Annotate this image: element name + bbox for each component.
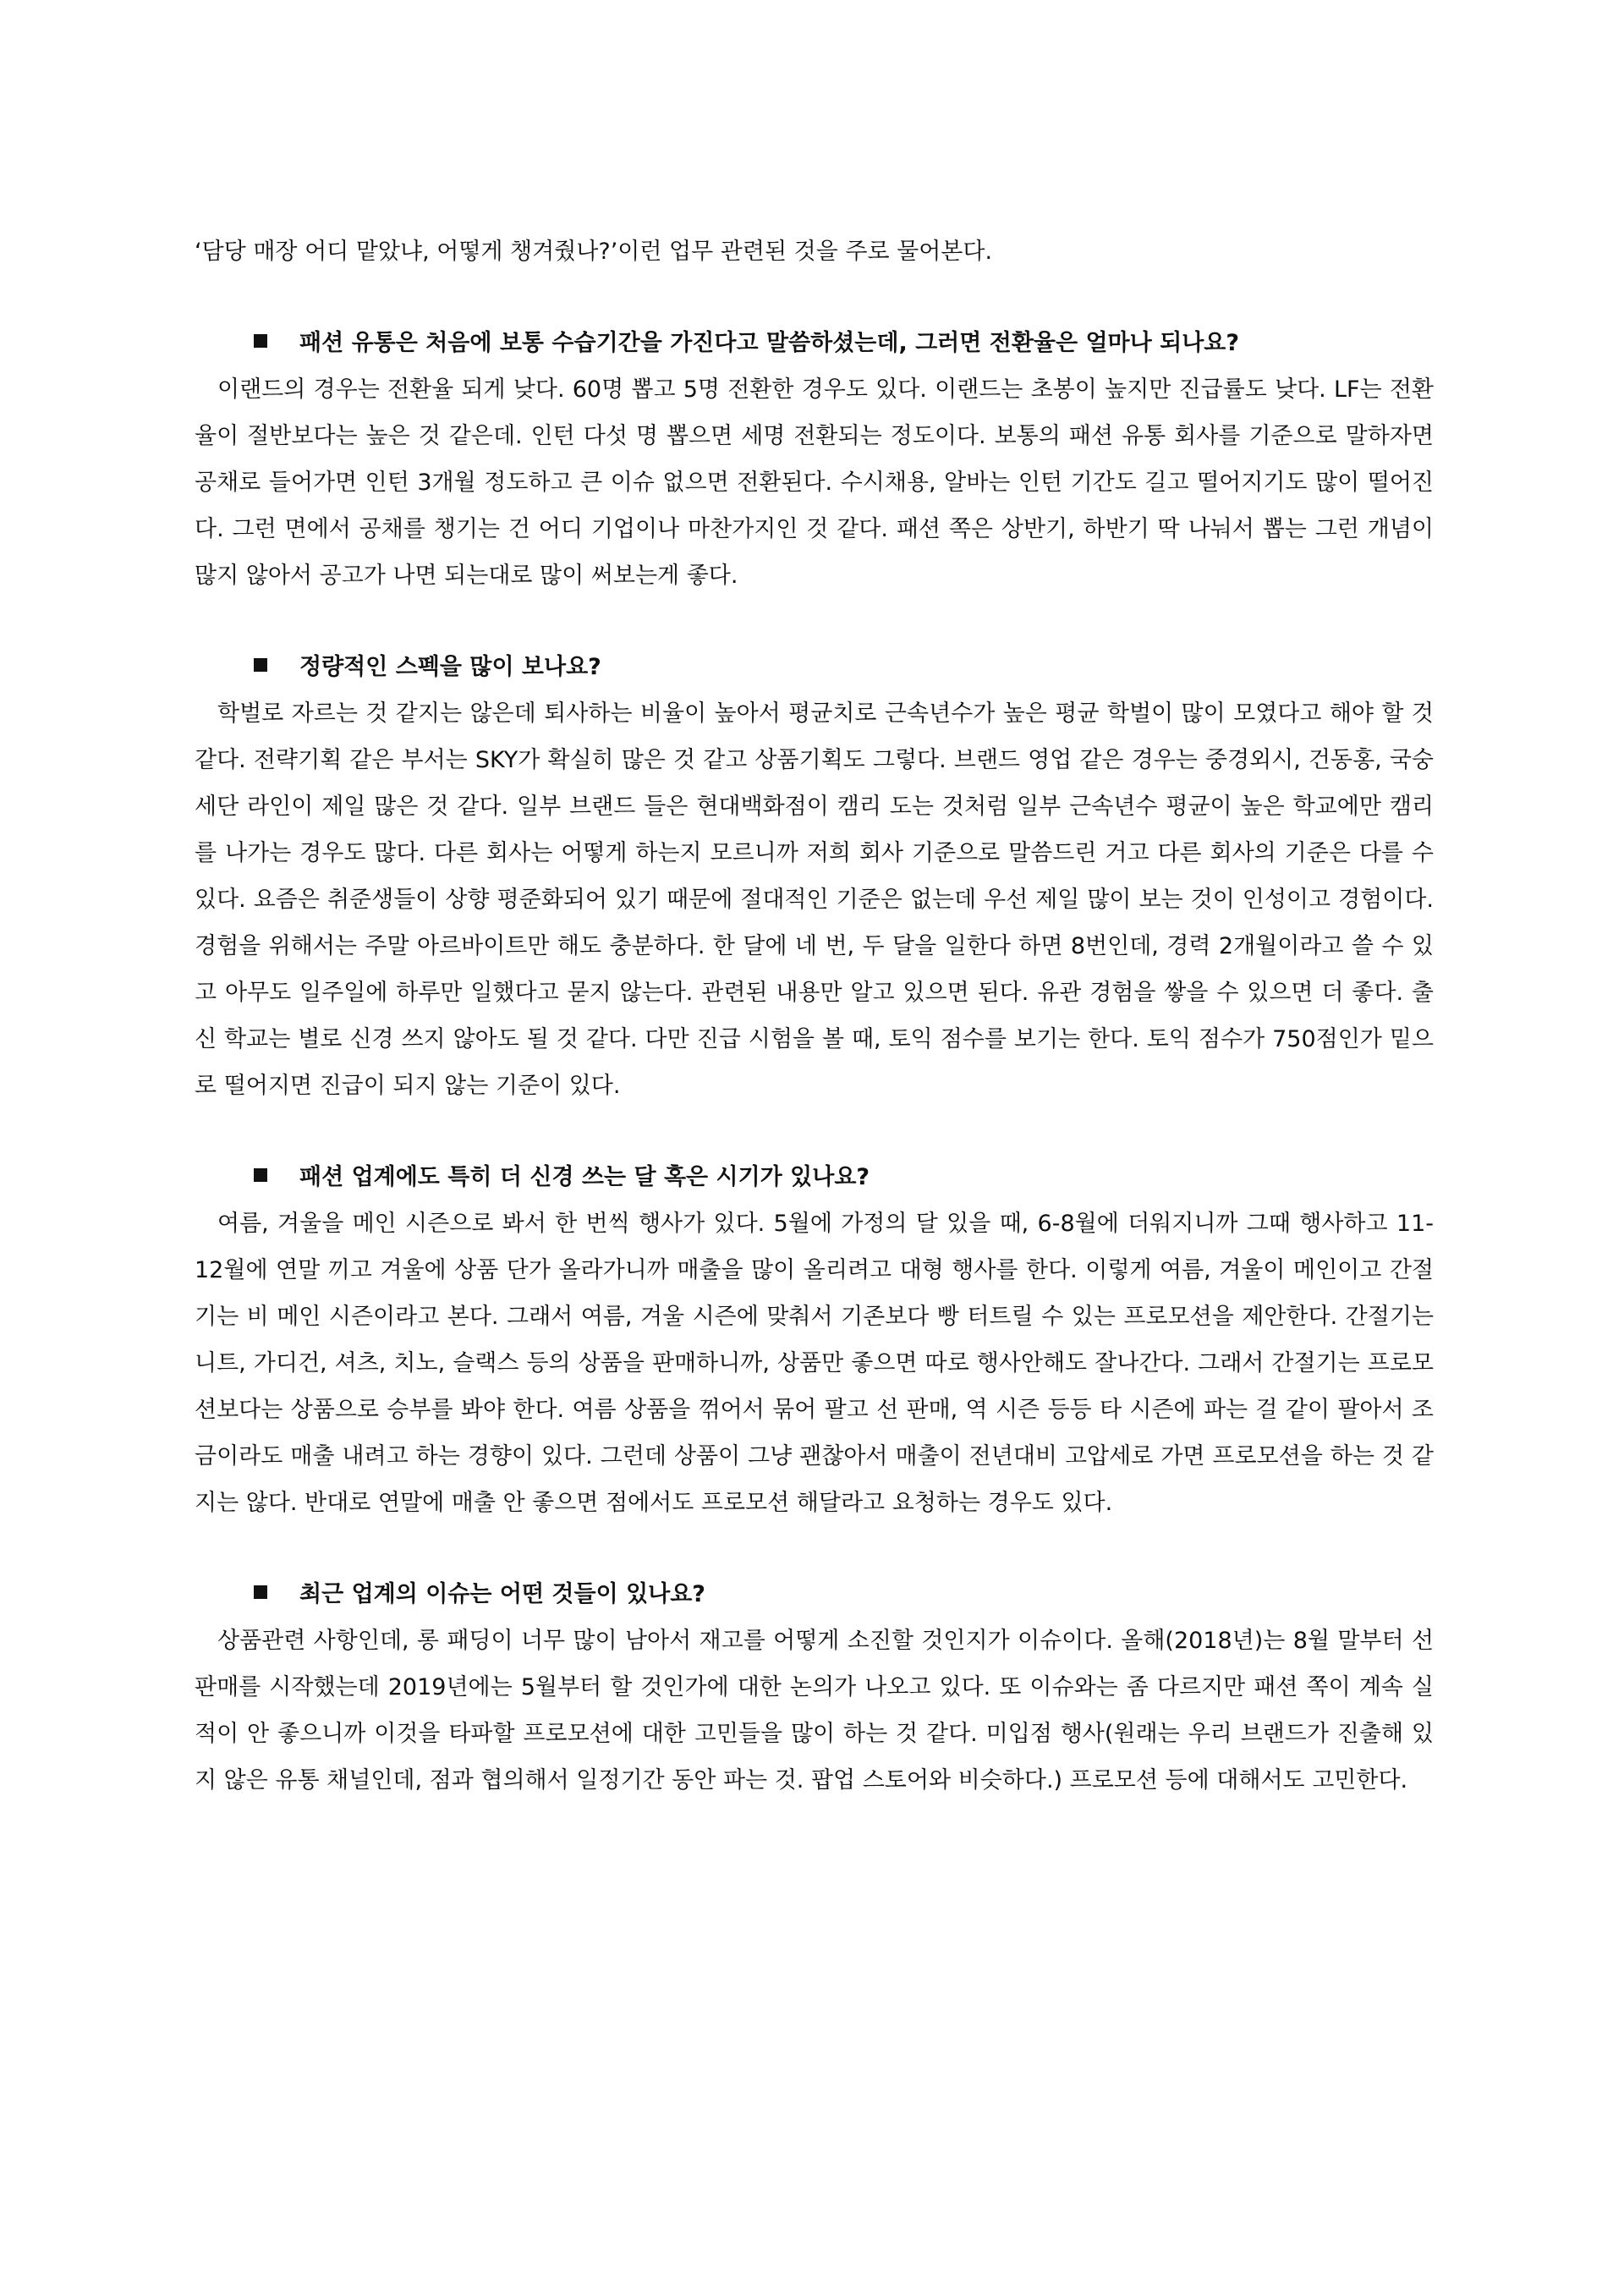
question-text: 정량적인 스펙을 많이 보나요? — [299, 654, 601, 680]
qa-section — [195, 1154, 1434, 1526]
answer-paragraph: 학벌로 자르는 것 같지는 않은데 퇴사하는 비율이 높아서 평균치로 근속년수가 높은 평균 학벌이 많이 모였다고 해야 할 것 같다. 전략기획 같은 부서는 SKY가 확실히 많은 것 같고 상품기획도 그렇다. 브랜드 영업 같은 경우는 중경외시, 건동홍, 국숭세단 라인이 제일 많은 것 같다. 일부 브랜드 들은 현대백화점이 캠리 도는 것처럼 일부 근속년수 평균이 높은 학교에만 캠리를 나가는 경우도 많다. 다른 회사는 어떻게 하는지 모르니까 저희 회사 기준으로 말씀드린 거고 다른 회사의 기준은 다를 수 있다. 요즘은 취준생들이 상향 평준화되어 있기 때문에 절대적인 기준은 없는데 우선 제일 많이 보는 것이 인성이고 경험이다. 경험을 위해서는 주말 아르바이트만 해도 충분하다. 한 달에 네 번, 두 달을 일한다 하면 8번인데, 경력 2개월이라고 쓸 수 있고 아무도 일주일에 하루만 일했다고 묻지 않는다. 관련된 내용만 알고 있으면 된다. 유관 경험을 쌓을 수 있으면 더 좋다. 출신 학교는 별로 신경 쓰지 않아도 될 것 같다. 다만 진급 시험을 볼 때, 토익 점수를 보기는 한다. 토익 점수가 750점인가 밑으로 떨어지면 진급이 되지 않는 기준이 있다. — [195, 700, 1434, 1099]
question-heading — [195, 1571, 1434, 1618]
intro-paragraph: ‘담당 매장 어디 맡았냐, 어떻게 챙겨줬나?’이런 업무 관련된 것을 주로 물어본다. — [195, 239, 993, 265]
qa-section — [195, 644, 1434, 1109]
question-text: 패션 유통은 처음에 보통 수습기간을 가진다고 말씀하셨는데, 그러면 전환율은 얼마나 되나요? — [299, 330, 1240, 356]
question-text: 패션 업계에도 특히 더 신경 쓰는 달 혹은 시기가 있나요? — [299, 1164, 870, 1190]
square-bullet-icon — [254, 334, 267, 348]
square-bullet-icon — [254, 1168, 267, 1182]
qa-section — [195, 320, 1434, 599]
answer-paragraph: 이랜드의 경우는 전환율 되게 낮다. 60명 뽑고 5명 전환한 경우도 있다. 이랜드는 초봉이 높지만 진급률도 낮다. LF는 전환율이 절반보다는 높은 것 같은데. 인턴 다섯 명 뽑으면 세명 전환되는 정도이다. 보통의 패션 유통 회사를 기준으로 말하자면 공채로 들어가면 인턴 3개월 정도하고 큰 이슈 없으면 전환된다. 수시채용, 알바는 인턴 기간도 길고 떨어지기도 많이 떨어진다. 그런 면에서 공채를 챙기는 건 어디 기업이나 마찬가지인 것 같다. 패션 쪽은 상반기, 하반기 딱 나눠서 뽑는 그런 개념이 많지 않아서 공고가 나면 되는대로 많이 써보는게 좋다. — [195, 376, 1434, 589]
square-bullet-icon — [254, 658, 267, 672]
qa-section — [195, 1571, 1434, 1804]
answer-paragraph: 상품관련 사항인데, 롱 패딩이 너무 많이 남아서 재고를 어떻게 소진할 것인지가 이슈이다. 올해(2018년)는 8월 말부터 선 판매를 시작했는데 2019년에는 5월부터 할 것인가에 대한 논의가 나오고 있다. 또 이슈와는 좀 다르지만 패션 쪽이 계속 실적이 안 좋으니까 이것을 타파할 프로모션에 대한 고민들을 많이 하는 것 같다. 미입점 행사(원래는 우리 브랜드가 진출해 있지 않은 유통 채널인데, 점과 협의해서 일정기간 동안 파는 것. 팝업 스토어와 비슷하다.) 프로모션 등에 대해서도 고민한다. — [195, 1628, 1434, 1793]
question-heading — [195, 320, 1434, 366]
square-bullet-icon — [254, 1585, 267, 1599]
question-heading — [195, 644, 1434, 690]
question-text: 최근 업계의 이슈는 어떤 것들이 있나요? — [299, 1581, 705, 1607]
document-page — [195, 228, 1434, 1804]
answer-paragraph: 여름, 겨울을 메인 시즌으로 봐서 한 번씩 행사가 있다. 5월에 가정의 달 있을 때, 6-8월에 더워지니까 그때 행사하고 11-12월에 연말 끼고 겨울에 상품 단가 올라가니까 매출을 많이 올리려고 대형 행사를 한다. 이렇게 여름, 겨울이 메인이고 간절기는 비 메인 시즌이라고 본다. 그래서 여름, 겨울 시즌에 맞춰서 기존보다 빵 터트릴 수 있는 프로모션을 제안한다. 간절기는 니트, 가디건, 셔츠, 치노, 슬랙스 등의 상품을 판매하니까, 상품만 좋으면 따로 행사안해도 잘나간다. 그래서 간절기는 프로모션보다는 상품으로 승부를 봐야 한다. 여름 상품을 꺾어서 묶어 팔고 선 판매, 역 시즌 등등 타 시즌에 파는 걸 같이 팔아서 조금이라도 매출 내려고 하는 경향이 있다. 그런데 상품이 그냥 괜찮아서 매출이 전년대비 고압세로 가면 프로모션을 하는 것 같지는 않다. 반대로 연말에 매출 안 좋으면 점에서도 프로모션 해달라고 요청하는 경우도 있다. — [195, 1211, 1434, 1516]
question-heading — [195, 1154, 1434, 1200]
